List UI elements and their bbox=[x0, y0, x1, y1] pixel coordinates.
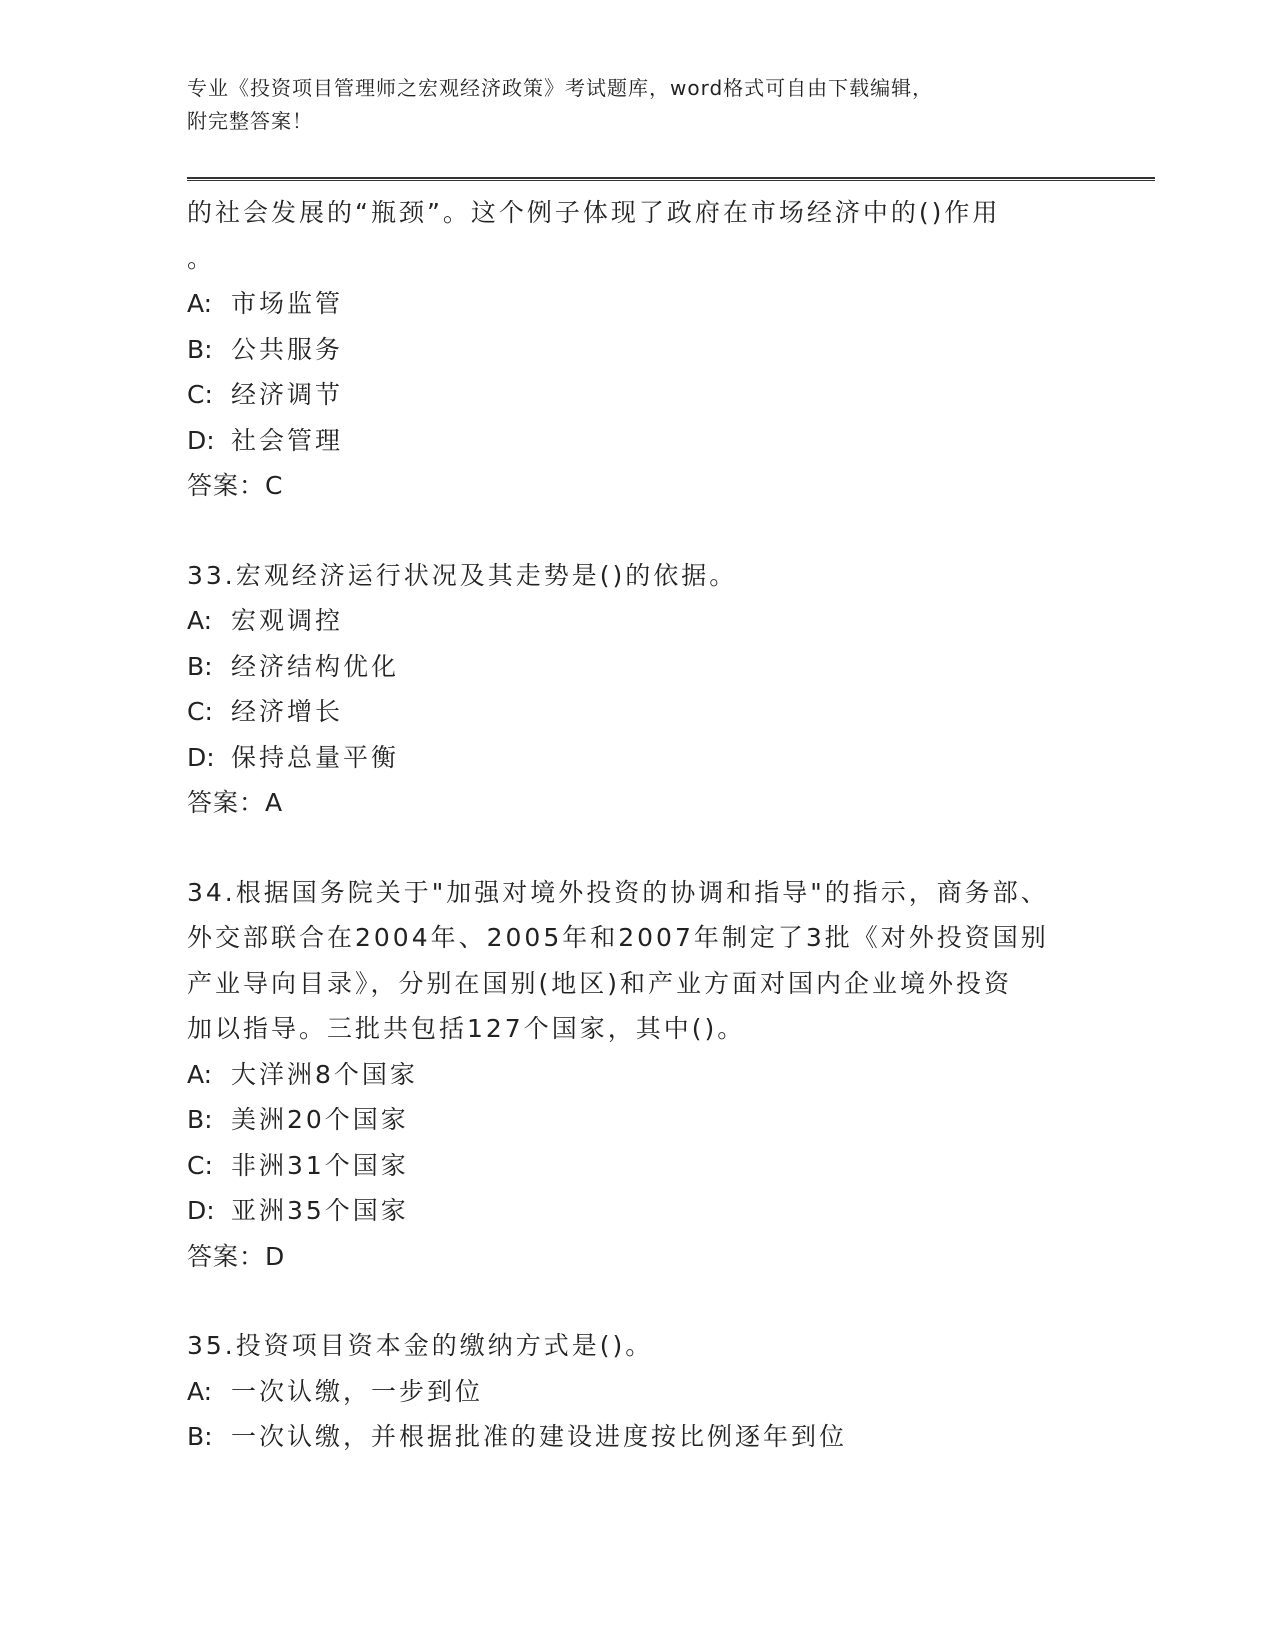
option-text: 美洲20个国家 bbox=[231, 1105, 409, 1134]
option-letter: B: bbox=[187, 1105, 213, 1134]
spacer bbox=[187, 826, 1087, 870]
option-a bbox=[187, 1052, 1087, 1098]
question-35 bbox=[187, 1323, 1087, 1460]
document-body bbox=[187, 190, 1087, 1460]
answer-line: 答案：A bbox=[187, 788, 284, 817]
option-text: 保持总量平衡 bbox=[231, 742, 400, 772]
option-text: 经济调节 bbox=[231, 380, 344, 409]
question-text-line: 产业导向目录》，分别在国别(地区)和产业方面对国内企业境外投资 bbox=[187, 968, 1013, 998]
header-divider bbox=[187, 177, 1155, 181]
option-letter: D: bbox=[187, 742, 215, 772]
option-c bbox=[187, 689, 1087, 735]
option-b bbox=[187, 327, 1087, 373]
question-text-line: 34.根据国务院关于"加强对境外投资的协调和指导"的指示，商务部、 bbox=[187, 877, 1049, 907]
spacer bbox=[187, 1279, 1087, 1323]
option-b bbox=[187, 1414, 1087, 1460]
option-text: 经济增长 bbox=[231, 697, 344, 726]
option-letter: A: bbox=[187, 1376, 213, 1406]
option-text: 一次认缴，并根据批准的建设进度按比例逐年到位 bbox=[231, 1422, 848, 1451]
spacer bbox=[187, 509, 1087, 553]
option-letter: A: bbox=[187, 1059, 213, 1089]
question-text-line: 35.投资项目资本金的缴纳方式是()。 bbox=[187, 1331, 654, 1360]
question-32 bbox=[187, 190, 1087, 509]
option-a bbox=[187, 598, 1087, 644]
header-line-2: 附完整答案！ bbox=[187, 109, 313, 133]
question-text-line: 。 bbox=[187, 243, 216, 273]
option-text: 非洲31个国家 bbox=[231, 1150, 409, 1180]
question-text-line: 加以指导。三批共包括127个国家，其中()。 bbox=[187, 1014, 746, 1043]
option-a bbox=[187, 281, 1087, 327]
option-text: 公共服务 bbox=[231, 334, 344, 364]
answer-line: 答案：D bbox=[187, 1241, 286, 1271]
option-letter: B: bbox=[187, 651, 213, 681]
option-d bbox=[187, 735, 1087, 781]
option-letter: D: bbox=[187, 425, 215, 455]
answer-line: 答案：C bbox=[187, 471, 284, 500]
option-letter: A: bbox=[187, 289, 213, 318]
option-letter: C: bbox=[187, 1150, 213, 1180]
question-text-line: 33.宏观经济运行状况及其走势是()的依据。 bbox=[187, 560, 738, 590]
option-text: 大洋洲8个国家 bbox=[231, 1059, 418, 1089]
option-text: 经济结构优化 bbox=[231, 651, 400, 681]
question-33 bbox=[187, 553, 1087, 826]
option-d bbox=[187, 1188, 1087, 1234]
option-text: 亚洲35个国家 bbox=[231, 1196, 409, 1225]
option-c bbox=[187, 1143, 1087, 1189]
option-d bbox=[187, 418, 1087, 464]
option-text: 一次认缴，一步到位 bbox=[231, 1376, 484, 1406]
option-a bbox=[187, 1369, 1087, 1415]
option-text: 宏观调控 bbox=[231, 606, 344, 635]
option-b bbox=[187, 644, 1087, 690]
page-header bbox=[187, 72, 1067, 138]
header-line-1: 专业《投资项目管理师之宏观经济政策》考试题库，word格式可自由下载编辑， bbox=[187, 76, 934, 100]
option-letter: C: bbox=[187, 380, 213, 409]
option-b bbox=[187, 1097, 1087, 1143]
question-text-line: 外交部联合在2004年、2005年和2007年制定了3批《对外投资国别 bbox=[187, 923, 1049, 952]
option-c bbox=[187, 372, 1087, 418]
question-34 bbox=[187, 870, 1087, 1280]
option-text: 市场监管 bbox=[231, 289, 344, 318]
option-text: 社会管理 bbox=[231, 425, 344, 455]
option-letter: B: bbox=[187, 1422, 213, 1451]
question-text-line: 的社会发展的“瓶颈”。这个例子体现了政府在市场经济中的()作用 bbox=[187, 198, 1001, 227]
option-letter: C: bbox=[187, 697, 213, 726]
option-letter: A: bbox=[187, 606, 213, 635]
option-letter: B: bbox=[187, 334, 213, 364]
option-letter: D: bbox=[187, 1196, 215, 1225]
